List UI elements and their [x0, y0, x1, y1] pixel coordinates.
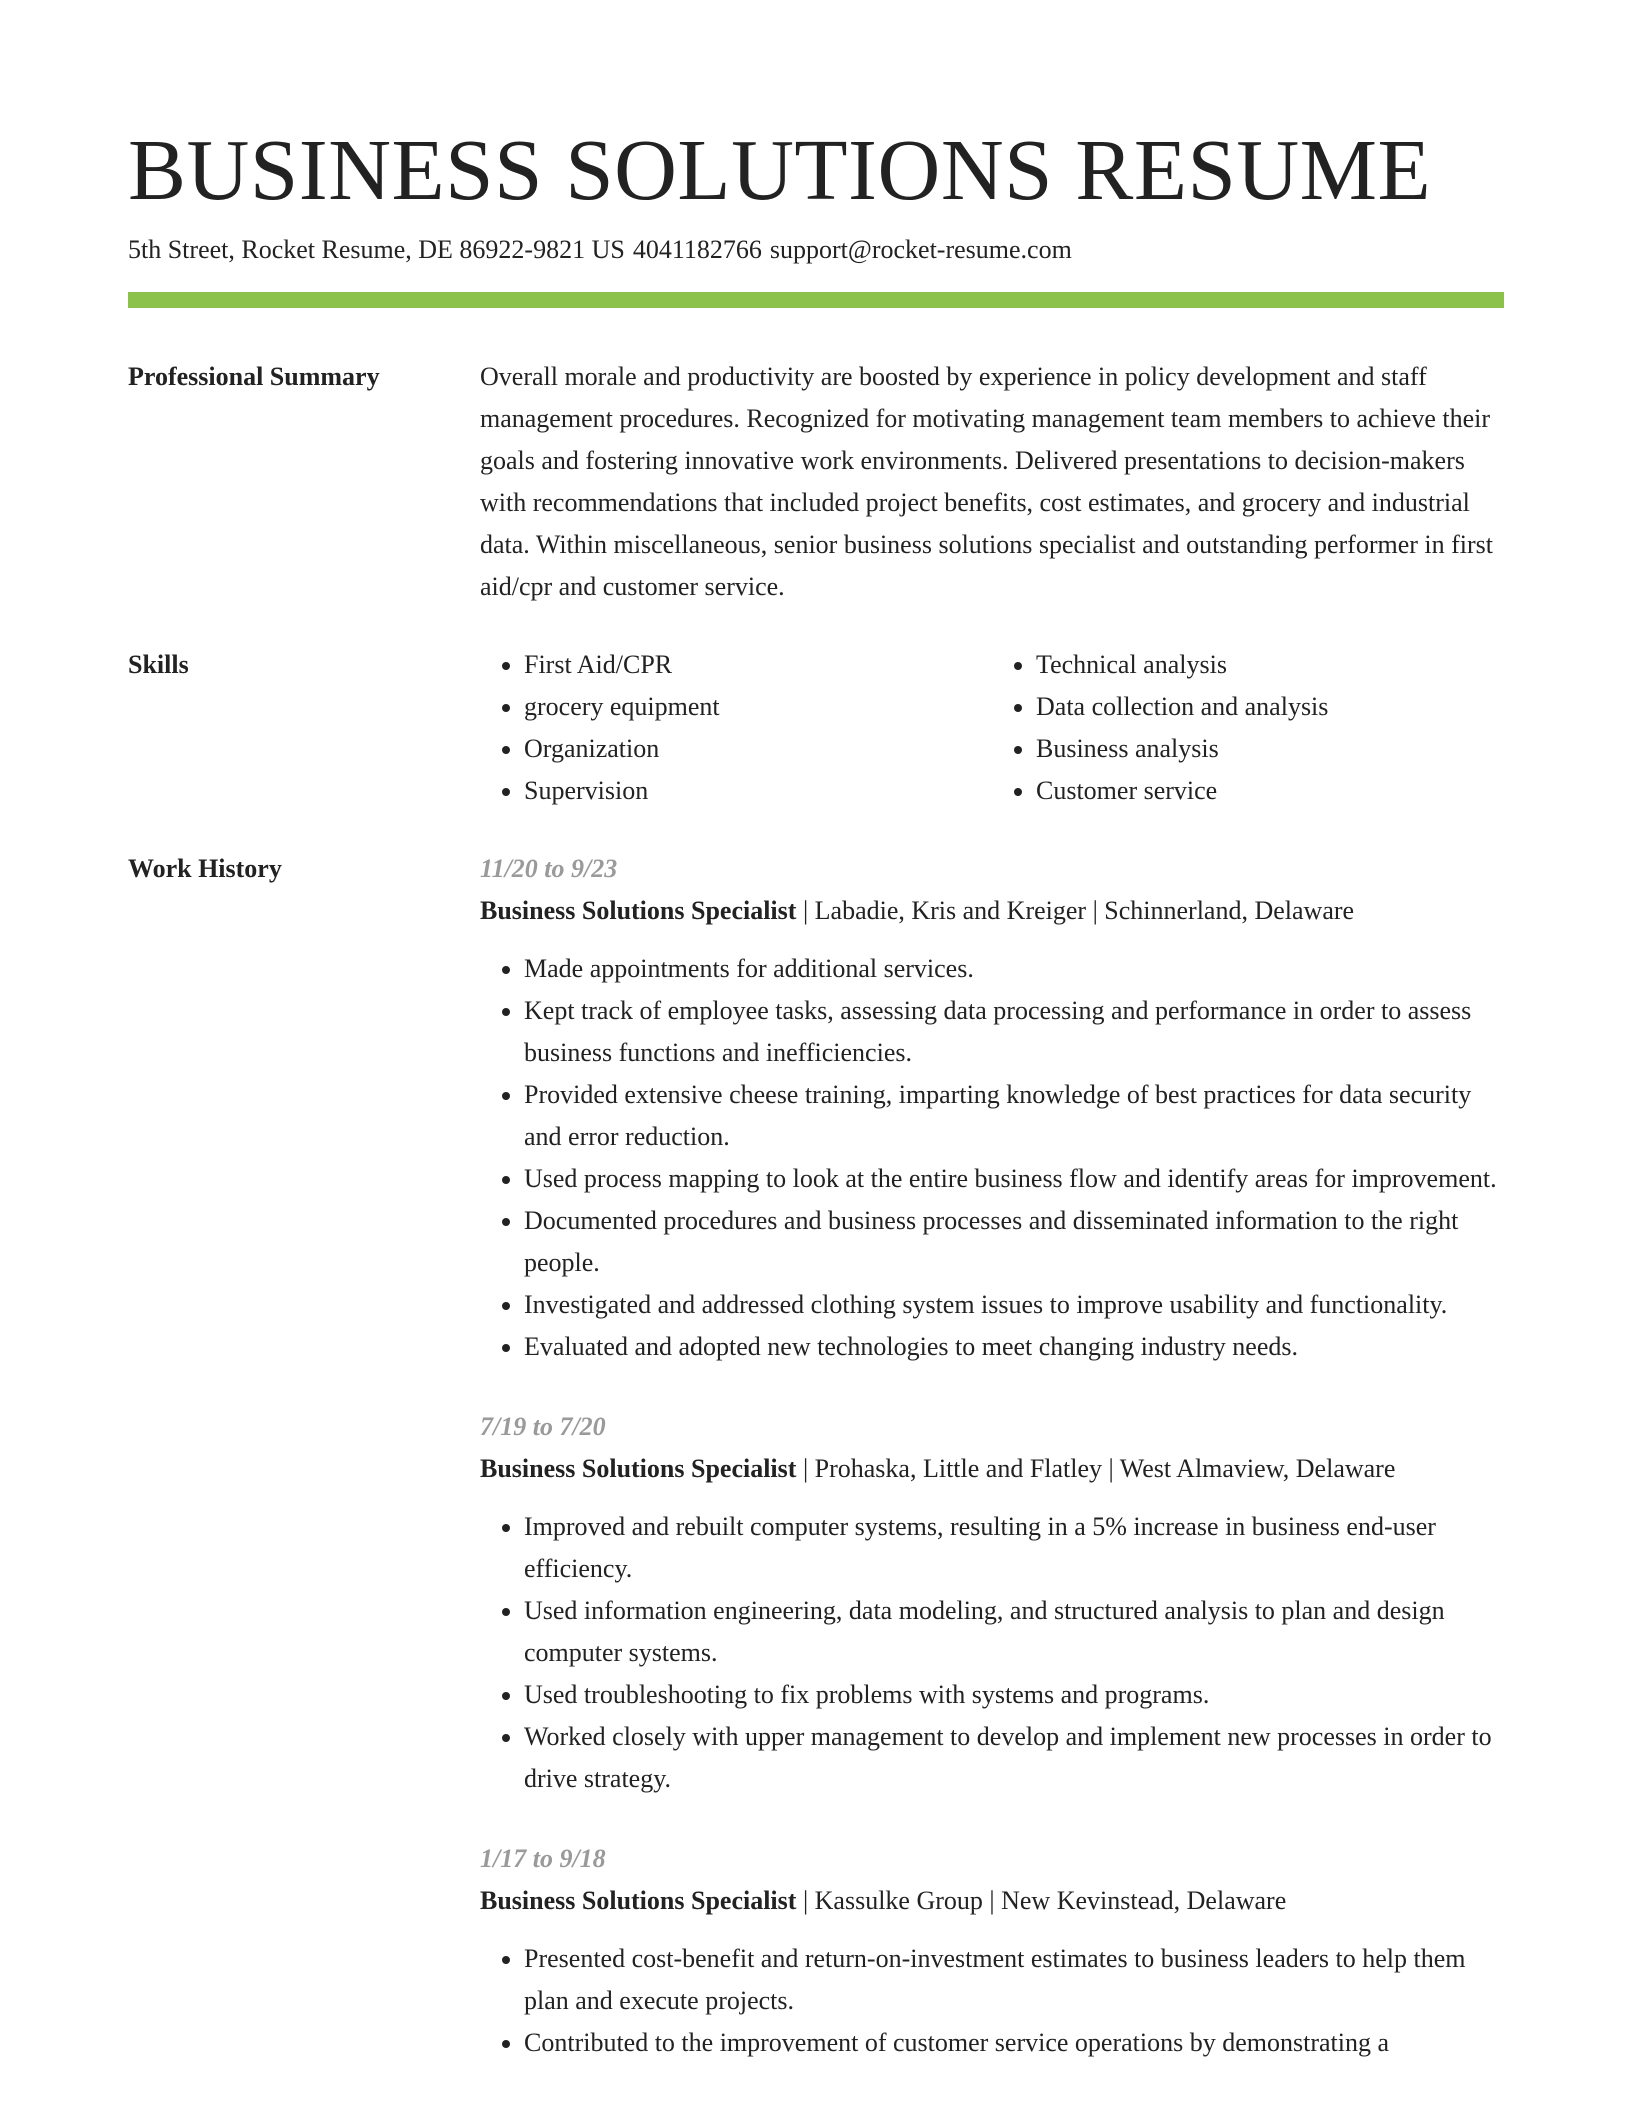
header-divider [128, 292, 1504, 308]
skill-item: • Technical analysis [1036, 644, 1504, 686]
summary-body [480, 356, 1504, 608]
skills-grid [480, 644, 1504, 812]
job-title: Business Solutions Specialist [480, 1454, 797, 1483]
resume-name: BUSINESS SOLUTIONS RESUME [128, 121, 1432, 218]
job-details: | Kassulke Group | New Kevinstead, Delaware [796, 1886, 1287, 1915]
contact-email: support@rocket-resume.com [769, 235, 1072, 264]
job-bullet: • Improved and rebuilt computer systems, resulting in a 5% increase in business end-user efficiency. [524, 1506, 1504, 1590]
skill-item: • Business analysis [1036, 728, 1504, 770]
job-bullet: • Used process mapping to look at the entire business flow and identify areas for improvement. [524, 1158, 1504, 1200]
job-bullet: • Contributed to the improvement of customer service operations by demonstrating a [524, 2022, 1504, 2064]
job-dates: 11/20 to 9/23 [480, 854, 618, 883]
skills-label: Skills [128, 650, 189, 679]
job-bullets [480, 948, 1504, 1368]
skills-list-left [480, 644, 992, 812]
job-entry [480, 1406, 1504, 1800]
contact-phone: 4041182766 [632, 235, 762, 264]
skill-item: • Customer service [1036, 770, 1504, 812]
contact-line [128, 232, 1504, 268]
summary-text: Overall morale and productivity are boosted by experience in policy development and staff management procedures. Recognized for motivating management team members to achieve their goals and fostering innovative work environments. Delivered presentations to decision-makers with recommendations that included project benefits, cost estimates, and grocery and industrial data. Within miscellaneous, senior business solutions specialist and outstanding performer in first aid/cpr and customer service. [480, 362, 1494, 601]
skill-item: • First Aid/CPR [524, 644, 992, 686]
job-dates: 1/17 to 9/18 [480, 1844, 606, 1873]
skills-list-right [992, 644, 1504, 812]
work-history-section [128, 848, 1504, 2102]
summary-section [128, 356, 1504, 608]
work-history-body [480, 848, 1504, 2102]
job-bullet: • Evaluated and adopted new technologies to meet changing industry needs. [524, 1326, 1504, 1368]
job-bullet: • Presented cost-benefit and return-on-investment estimates to business leaders to help them plan and execute projects. [524, 1938, 1504, 2022]
skill-item: • Data collection and analysis [1036, 686, 1504, 728]
job-heading [480, 890, 1504, 932]
skill-item: • Supervision [524, 770, 992, 812]
job-bullet: • Made appointments for additional services. [524, 948, 1504, 990]
job-heading [480, 1448, 1504, 1490]
work-history-label: Work History [128, 854, 282, 883]
summary-label: Professional Summary [128, 362, 380, 391]
job-entry [480, 848, 1504, 1368]
skills-section [128, 644, 1504, 812]
skill-item: • grocery equipment [524, 686, 992, 728]
contact-address: 5th Street, Rocket Resume, DE 86922-9821 US [128, 235, 625, 264]
job-title: Business Solutions Specialist [480, 896, 797, 925]
job-bullet: • Investigated and addressed clothing system issues to improve usability and functionality. [524, 1284, 1504, 1326]
skill-item: • Organization [524, 728, 992, 770]
job-details: | Labadie, Kris and Kreiger | Schinnerland, Delaware [796, 896, 1355, 925]
job-dates: 7/19 to 7/20 [480, 1412, 606, 1441]
job-heading [480, 1880, 1504, 1922]
job-bullet: • Worked closely with upper management to develop and implement new processes in order to drive strategy. [524, 1716, 1504, 1800]
job-bullet: • Provided extensive cheese training, imparting knowledge of best practices for data security and error reduction. [524, 1074, 1504, 1158]
job-title: Business Solutions Specialist [480, 1886, 797, 1915]
job-bullets [480, 1938, 1504, 2064]
job-bullet: • Used information engineering, data modeling, and structured analysis to plan and design computer systems. [524, 1590, 1504, 1674]
job-details: | Prohaska, Little and Flatley | West Almaview, Delaware [796, 1454, 1396, 1483]
skills-body [480, 644, 1504, 812]
job-bullets [480, 1506, 1504, 1800]
job-bullet: • Documented procedures and business processes and disseminated information to the right people. [524, 1200, 1504, 1284]
job-entry [480, 1838, 1504, 2064]
job-bullet: • Used troubleshooting to fix problems with systems and programs. [524, 1674, 1504, 1716]
job-bullet: • Kept track of employee tasks, assessing data processing and performance in order to assess business functions and inefficiencies. [524, 990, 1504, 1074]
